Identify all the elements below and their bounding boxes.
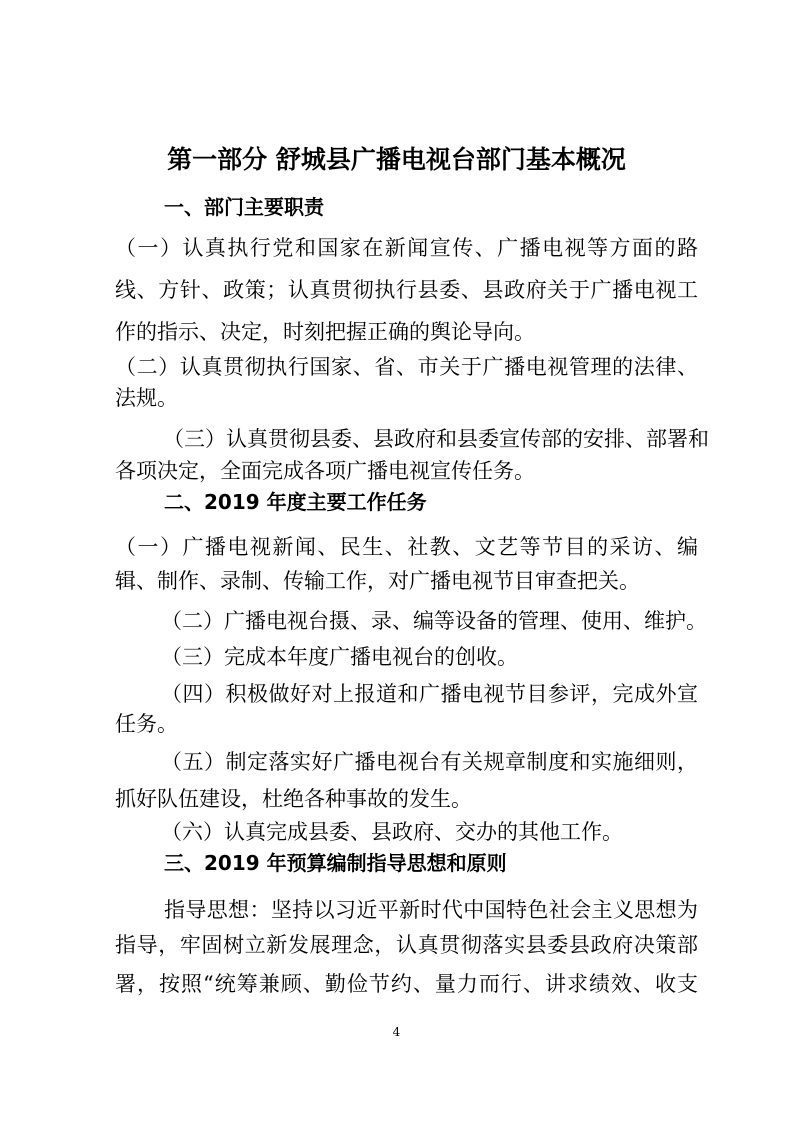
paragraph-line: （二）广播电视台摄、录、编等设备的管理、使用、维护。 xyxy=(161,609,707,633)
paragraph-line: 辑、制作、录制、传输工作，对广播电视节目审查把关。 xyxy=(115,569,640,593)
paragraph-line: 各项决定，全面完成各项广播电视宣传任务。 xyxy=(115,459,535,483)
section-heading-tasks: 二、2019 年度主要工作任务 xyxy=(164,490,427,514)
paragraph-line: 署，按照“统筹兼顾、勤俭节约、量力而行、讲求绩效、收支 xyxy=(115,972,698,996)
paragraph-line: 线、方针、政策；认真贯彻执行县委、县政府关于广播电视工 xyxy=(115,278,698,302)
section-heading-duties: 一、部门主要职责 xyxy=(164,195,324,219)
paragraph-line: 抓好队伍建设，杜绝各种事故的发生。 xyxy=(115,787,472,811)
paragraph-line: 指导，牢固树立新发展理念，认真贯彻落实县委县政府决策部 xyxy=(115,933,698,957)
page-title: 第一部分 舒城县广播电视台部门基本概况 xyxy=(167,145,626,174)
paragraph-line: 任务。 xyxy=(115,712,178,736)
paragraph-line: （六）认真完成县委、县政府、交办的其他工作。 xyxy=(161,820,623,844)
paragraph-line: （四）积极做好对上报道和广播电视节目参评，完成外宣 xyxy=(161,682,698,706)
paragraph-line: （一）认真执行党和国家在新闻宣传、广播电视等方面的路 xyxy=(115,236,698,260)
section-heading-principles: 三、2019 年预算编制指导思想和原则 xyxy=(164,851,507,875)
paragraph-line: （五）制定落实好广播电视台有关规章制度和实施细则， xyxy=(161,750,698,774)
paragraph-line: （一）广播电视新闻、民生、社教、文艺等节目的采访、编 xyxy=(115,535,698,559)
paragraph-line: 作的指示、决定，时刻把握正确的舆论导向。 xyxy=(115,320,535,344)
paragraph-line: 法规。 xyxy=(115,386,178,410)
paragraph-line: 指导思想：坚持以习近平新时代中国特色社会主义思想为 xyxy=(164,898,698,922)
paragraph-line: （二）认真贯彻执行国家、省、市关于广播电视管理的法律、 xyxy=(115,355,698,379)
page-number: 4 xyxy=(392,1025,401,1039)
paragraph-line: （三）完成本年度广播电视台的创收。 xyxy=(161,645,518,669)
paragraph-line: （三）认真贯彻县委、县政府和县委宣传部的安排、部署和 xyxy=(163,427,709,451)
